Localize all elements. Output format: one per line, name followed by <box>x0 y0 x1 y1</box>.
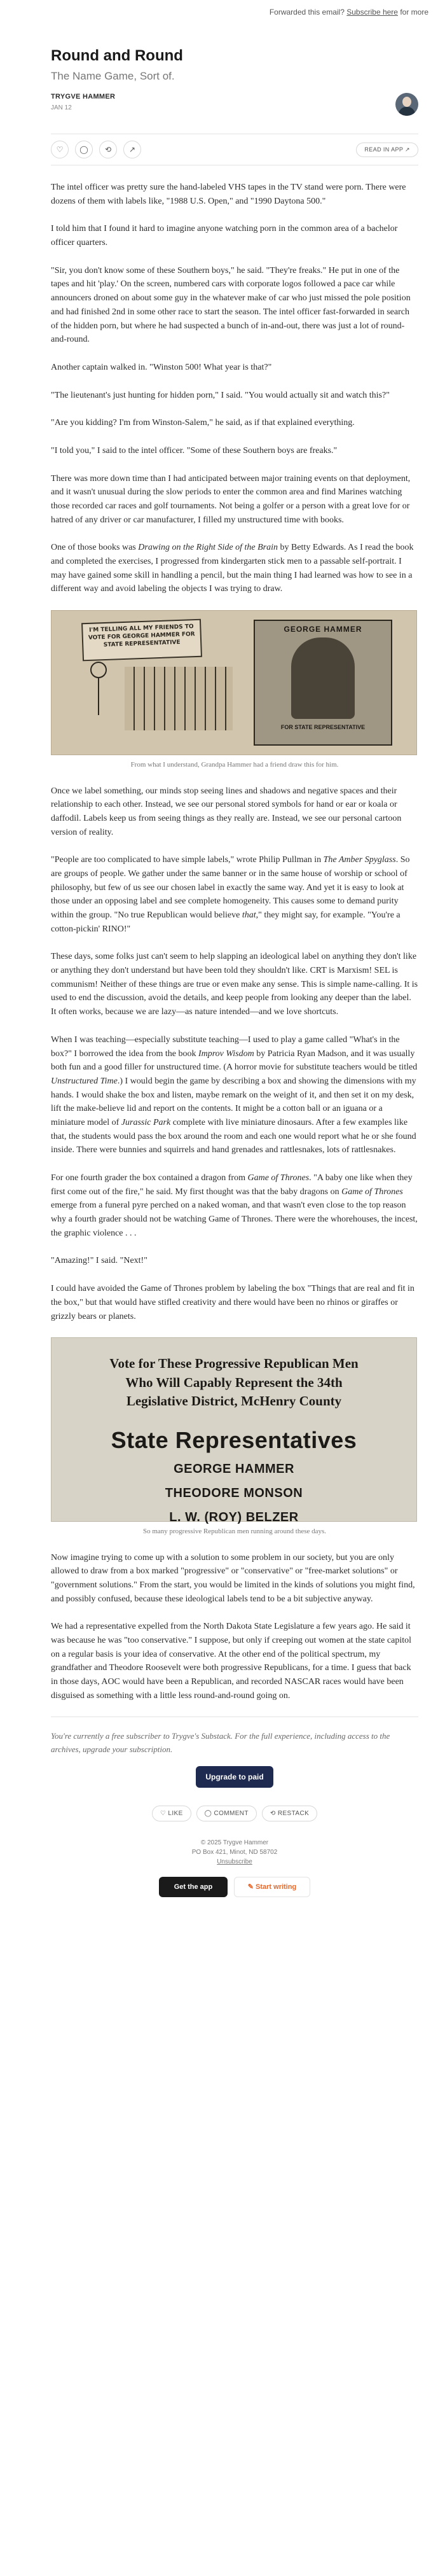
ballot-line: Who Will Capably Represent the 34th <box>125 1374 343 1390</box>
paragraph <box>51 853 418 936</box>
paragraph: I told him that I found it hard to imagine anyone watching porn in the common area of a bachelor officer quarters. <box>51 224 398 248</box>
restack-button[interactable]: ⟲ RESTACK <box>262 1806 317 1821</box>
paragraph: "Amazing!" I said. "Next!" <box>51 1256 147 1266</box>
fence-drawing <box>125 667 233 730</box>
book-title: The Amber Spyglass <box>323 855 396 865</box>
text: When I was teaching—especially substitute teaching—I used to play a game called "What's in the box?" I borrowed the idea from the book <box>51 1034 400 1059</box>
start-writing-button[interactable]: ✎ Start writing <box>234 1877 310 1897</box>
paragraph: We had a representative expelled from the North Dakota State Legislature a few years ago. He said it was because he was "too conservative." I suppose, but only if creeping out women at the state capitol on a regular basis is your idea of conservative. At the other end of the political spectrum, my grandfather and Theodore Roosevelt were both progressive Republicans, for a time. I guess that back in those days, AOC would have been a Republican, and recorded NASCAR races would have been disguised as something with a little less round-and-round going on. <box>51 1622 411 1701</box>
text: complete with live miniature dinosaurs. After a few examples like that, the students would pass the box around the room and each one would report what he or she found inside. There were bunnies and squirrels and hand grenades and rattlesnakes, lots of rattlesnakes. <box>51 1117 416 1155</box>
post-subtitle: The Name Game, Sort of. <box>51 70 175 82</box>
book-title: Improv Wisdom <box>198 1048 254 1059</box>
app-buttons <box>51 1877 418 1919</box>
paragraph: There was more down time than I had anticipated between major training events on that deployment, and it wasn't unusual during the slow periods to enter the common area and find Marines watching those recorded car races and golf tournaments. Not being a golfer or a person with a great love for or hatred of any driver or car manufacturer, I filled my unstructured time with books. <box>51 473 411 525</box>
byline <box>51 93 418 116</box>
text: by Betty Edwards. As I read the book and completed the exercises, I progressed from kindergarten stick men to a passable self-portrait. I may have gained some skill in handling a pencil, but the main thing I had learned was how to see in a different way and avoid labeling the objects I was trying to draw. <box>51 543 414 594</box>
book-title: Jurassic Park <box>121 1117 171 1127</box>
post-title[interactable]: Round and Round <box>51 47 183 64</box>
portrait-face <box>291 637 355 719</box>
cartoon-image[interactable] <box>51 610 417 755</box>
paragraph: Another captain walked in. "Winston 500! What year is that?" <box>51 362 272 372</box>
author-avatar[interactable] <box>395 93 418 116</box>
subscribe-link[interactable]: Subscribe here <box>346 8 398 17</box>
post-date: JAN 12 <box>51 104 72 111</box>
text: "People are too complicated to have simple labels," wrote Philip Pullman in <box>51 855 324 865</box>
paragraph <box>51 541 418 596</box>
get-app-button[interactable]: Get the app <box>159 1877 228 1897</box>
ballot-name: L. W. (ROY) BELZER <box>169 1510 299 1525</box>
heart-icon[interactable]: ♡ <box>51 141 69 158</box>
forwarded-text: Forwarded this email? <box>269 8 345 17</box>
text: by Patricia Ryan Madson, and it was usually both fun and a good filler for unstructured time. (A horror movie for substitute teachers would be titled <box>51 1048 418 1073</box>
paragraph: These days, some folks just can't seem to help slapping an ideological label on anything they don't like or anything they don't understand but have been told they shouldn't like. CRT is Marxism! SEL is communism! Neither of these things are true or even make any sense. This is simple name-calling. It is used to end the discussion, avoid the details, and keep people from looking any deeper than the label. It often works, because we are lazy—as nature intended—and we love shortcuts. <box>51 952 418 1017</box>
figure-caption: So many progressive Republican men running around these days. <box>142 1528 327 1536</box>
paragraph: The intel officer was pretty sure the hand-labeled VHS tapes in the TV stand were porn. There were dozens of them with labels like, "1988 U.S. Open," and "1990 Daytona 500." <box>51 183 406 206</box>
author-name[interactable]: TRYGVE HAMMER <box>51 93 116 101</box>
text: . So are groups of people. We gather under the same banner or in the same house of worship or school of philosophy, but few of us see our chosen label in exactly the same way. And yet it is easy to look at those under an opposing label and see complete homogeneity. This causes some to demand purity within the group. "No true Republican would believe <box>51 855 410 921</box>
unsubscribe-link[interactable]: Unsubscribe <box>217 1858 252 1865</box>
portrait-caption: FOR STATE REPRESENTATIVE <box>280 724 366 731</box>
post-container <box>0 47 445 1919</box>
comment-button[interactable]: ◯ COMMENT <box>196 1806 257 1821</box>
paragraph: "The lieutenant's just hunting for hidden porn," I said. "You would actually sit and watch this?" <box>51 390 390 400</box>
paragraph: I could have avoided the Game of Thrones problem by labeling the box "Things that are real and fit in the box," but that would have stifled creativity and there would have been no rhinos or giraffes or grizzly bears or planets. <box>51 1284 414 1321</box>
comment-icon[interactable]: ◯ <box>75 141 93 158</box>
portrait-name: GEORGE HAMMER <box>284 625 362 634</box>
ballot-line: Vote for These Progressive Republican Men <box>109 1356 359 1372</box>
text: ," they might say, for example. "You're a cotton-pickin' RINO!" <box>51 910 400 934</box>
forwarded-suffix: for more <box>400 8 428 17</box>
ballot-image[interactable] <box>51 1337 417 1525</box>
footer <box>51 1838 418 1867</box>
share-icon[interactable]: ↗ <box>123 141 141 158</box>
paragraph: "Are you kidding? I'm from Winston-Salem," he said, as if that explained everything. <box>51 418 355 428</box>
cartoon-sign: I'M TELLING ALL MY FRIENDS TO VOTE FOR GEORGE HAMMER FOR STATE REPRESENTATIVE <box>81 619 202 662</box>
paragraph: Once we label something, our minds stop seeing lines and shadows and negative spaces and their relationship to each other. Instead, we see our personal stored symbols for hand or ear or koala or daffodil. Labels keep us from seeing things as they really are. Instead, we see our personal cartoon version of reality. <box>51 786 402 837</box>
figure-ballot <box>51 1337 418 1536</box>
book-title: Game of Thrones <box>341 1187 403 1197</box>
book-title: Drawing on the Right Side of the Brain <box>138 543 278 553</box>
bottom-actions <box>51 1806 418 1821</box>
portrait-photo <box>254 620 392 746</box>
ballot-line: Legislative District, McHenry County <box>126 1393 342 1409</box>
paragraph: "Sir, you don't know some of these Southern boys," he said. "They're freaks." He put in one of the tapes and hit 'play.' On the screen, numbered cars with corporate logos followed a pace car while announcers droned on about some guy in the whatever make of car who just missed the pole position and had finished 2nd in some other race to start the season. The intel officer fast-forwarded in search of the hidden porn, but where he had suspected a bunch of in-and-out, there was just a lot of round-and-round. <box>51 265 411 345</box>
like-button[interactable]: ♡ LIKE <box>152 1806 191 1821</box>
paragraph: "I told you," I said to the intel officer. "Some of these Southern boys are freaks." <box>51 445 338 456</box>
paragraph <box>51 1171 418 1240</box>
text: .) I would begin the game by describing a box and showing the dimensions with my hands. I would shake the box and listen, maybe remark on the weight of it, and then set it on my desk, lift the make-believe lid and report on the contents. It might be a cotton ball or an iguana or a miniature model of <box>51 1076 416 1127</box>
figure-caption: From what I understand, Grandpa Hammer had a friend draw this for him. <box>130 761 339 769</box>
text: emerge from a funeral pyre perched on a naked woman, and that wasn't even close to the top reason why a fourth grader should not be watching Game of Thrones. There were the whorehouses, the incest, the graphic violence . . . <box>51 1201 418 1238</box>
ballot-name: GEORGE HAMMER <box>174 1462 294 1477</box>
paragraph: Now imagine trying to come up with a solution to some problem in our society, but you are only allowed to draw from a box marked "progressive" or "conservative" or "free-market solutions" or "government solutions." From the start, you would be limited in the kinds of solutions you might find, and possibly confused, because these ideological labels tend to be a bit subjective anyway. <box>51 1552 415 1604</box>
post-actions <box>51 134 418 165</box>
text: . "A baby one like when they first come out of the fire," he said. My first thought was that the baby dragons on <box>51 1173 413 1197</box>
upgrade-button[interactable]: Upgrade to paid <box>196 1766 273 1788</box>
text: One of those books was <box>51 543 139 553</box>
book-title: Unstructured Time <box>51 1076 118 1086</box>
restack-icon[interactable]: ⟲ <box>99 141 117 158</box>
book-title: Game of Thrones <box>247 1173 310 1183</box>
emphasis: that <box>242 910 256 921</box>
ballot-heading: State Representatives <box>111 1427 357 1454</box>
figure-cartoon <box>51 610 418 770</box>
read-in-app-button[interactable]: READ IN APP ↗ <box>356 143 418 157</box>
address: PO Box 421, Minot, ND 58702 <box>191 1848 278 1856</box>
text: For one fourth grader the box contained a dragon from <box>51 1173 248 1183</box>
stick-figure <box>88 662 109 725</box>
divider <box>51 1716 418 1717</box>
ballot-name: THEODORE MONSON <box>165 1486 303 1501</box>
copyright: © 2025 Trygve Hammer <box>200 1839 269 1846</box>
paragraph <box>51 1033 418 1157</box>
subscriber-promo: You're currently a free subscriber to Trygve's Substack. For the full experience, including access to the archives, upgrade your subscription. <box>51 1731 390 1754</box>
forwarded-bar <box>0 0 445 20</box>
